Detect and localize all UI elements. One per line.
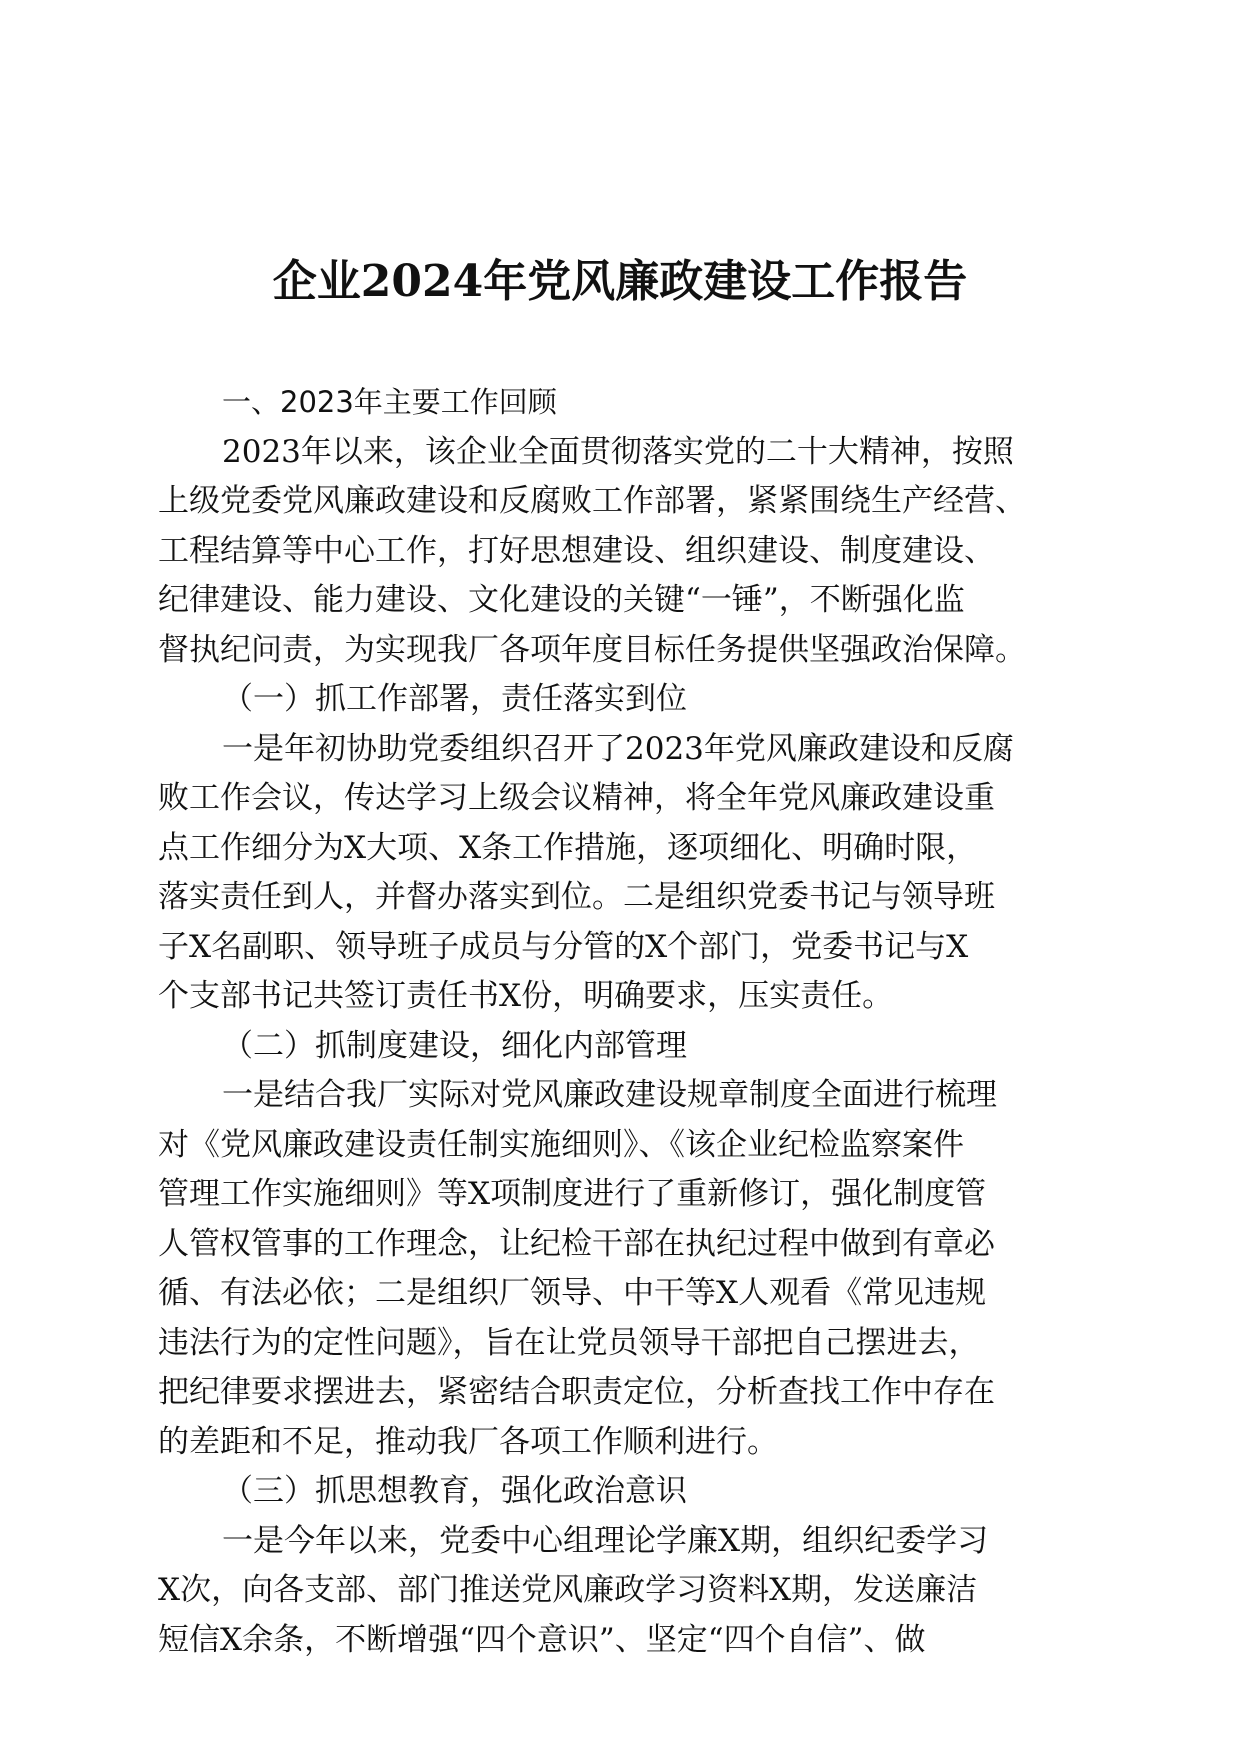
paragraph-line: 个支部书记共签订责任书X份，明确要求，压实责任。 (158, 978, 894, 1014)
paragraph-line: 工程结算等中心工作，打好思想建设、组织建设、制度建设、 (158, 532, 995, 569)
paragraph-line: 一是今年以来，党委中心组理论学廉X期，组织纪委学习 (222, 1522, 989, 1559)
paragraph-line: 落实责任到人，并督办落实到位。二是组织党委书记与领导班 (158, 879, 995, 915)
paragraph-line: 败工作会议，传达学习上级会议精神，将全年党风廉政建设重 (158, 780, 995, 816)
subsection-heading: （二）抓制度建设，细化内部管理 (222, 1027, 687, 1064)
paragraph-line: 一是结合我厂实际对党风廉政建设规章制度全面进行梳理 (222, 1077, 997, 1113)
document-body (158, 378, 1098, 1665)
paragraph-line: 对《党风廉政建设责任制实施细则》、《该企业纪检监察案件 (158, 1126, 964, 1163)
subsection-heading: （一）抓工作部署，责任落实到位 (222, 681, 687, 717)
paragraph-line: 督执纪问责，为实现我厂各项年度目标任务提供坚强政治保障。 (158, 631, 1026, 668)
paragraph-line: 一是年初协助党委组织召开了2023年党风廉政建设和反腐 (222, 730, 1014, 767)
paragraph-line: 的差距和不足，推动我厂各项工作顺利进行。 (158, 1423, 778, 1460)
paragraph-line: 人管权管事的工作理念，让纪检干部在执纪过程中做到有章必 (158, 1225, 995, 1262)
paragraph-line: 子X名副职、领导班子成员与分管的X个部门，党委书记与X (158, 928, 969, 965)
paragraph-line: 管理工作实施细则》等X项制度进行了重新修订，强化制度管 (158, 1176, 987, 1212)
paragraph-line: 上级党委党风廉政建设和反腐败工作部署，紧紧围绕生产经营、 (158, 483, 1026, 519)
paragraph-line: 把纪律要求摆进去，紧密结合职责定位，分析查找工作中存在 (158, 1374, 995, 1410)
paragraph-line: 循、有法必依；二是组织厂领导、中干等X人观看《常见违规 (158, 1275, 987, 1311)
section-heading: 一、2023年主要工作回顾 (222, 385, 557, 419)
subsection-heading: （三）抓思想教育，强化政治意识 (222, 1473, 687, 1509)
document-title: 企业2024年党风廉政建设工作报告 (272, 256, 968, 307)
paragraph-line: X次，向各支部、部门推送党风廉政学习资料X期，发送廉洁 (158, 1572, 978, 1608)
paragraph-line: 2023年以来，该企业全面贯彻落实党的二十大精神，按照 (222, 433, 1014, 470)
paragraph-line: 违法行为的定性问题》，旨在让党员领导干部把自己摆进去， (158, 1324, 980, 1361)
paragraph-line: 短信X余条，不断增强“四个意识”、坚定“四个自信”、做 (158, 1621, 926, 1658)
paragraph-line: 点工作细分为X大项、X条工作措施，逐项细化、明确时限， (158, 829, 978, 866)
paragraph-line: 纪律建设、能力建设、文化建设的关键“一锤”，不断强化监 (158, 582, 965, 618)
